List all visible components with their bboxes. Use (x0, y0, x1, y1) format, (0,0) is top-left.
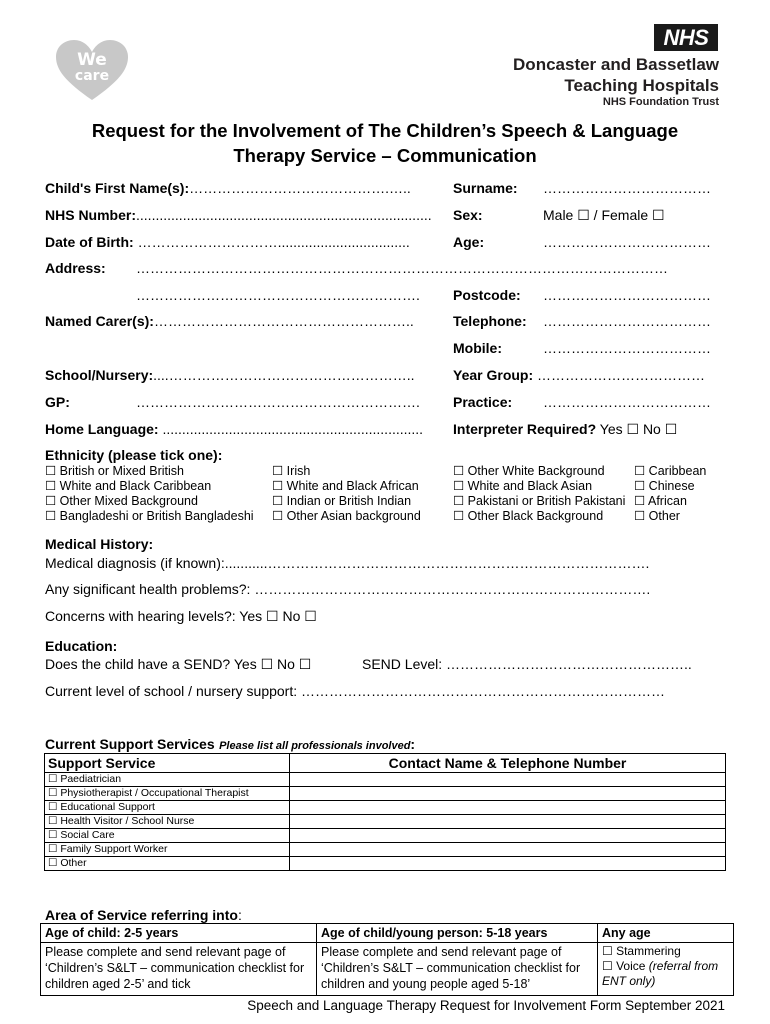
ethnicity-option[interactable]: ☐ Pakistani or British Pakistani (453, 494, 626, 508)
org-name-line2: Teaching Hospitals (564, 76, 719, 95)
ethnicity-column-3[interactable] (453, 464, 625, 524)
first-name-row[interactable]: Child's First Name(s):…………………………………….….. (45, 180, 411, 196)
contact-cell[interactable] (290, 815, 726, 829)
ethnicity-option[interactable]: ☐ Caribbean (634, 464, 707, 478)
practice-field[interactable]: ……………………………… (543, 394, 711, 410)
age-2-5-header: Age of child: 2-5 years (41, 924, 317, 943)
practice-label: Practice: (453, 394, 513, 410)
age-label: Age: (453, 234, 485, 250)
ethnicity-option[interactable]: ☐ Other Mixed Background (45, 494, 198, 508)
support-services-heading: Current Support Services Please list all professionals involved: (45, 736, 416, 752)
support-services-table (44, 753, 726, 871)
we-care-logo-text: We care (74, 50, 110, 84)
health-problems-field[interactable]: Any significant health problems?: …………………………………………………………………………. (45, 581, 651, 597)
support-service-option[interactable]: ☐ Physiotherapist / Occupational Therapist (45, 787, 290, 801)
org-name-line1: Doncaster and Bassetlaw (513, 55, 719, 74)
ethnicity-option[interactable]: ☐ Other Black Background (453, 509, 604, 523)
age-2-5-instructions: Please complete and send relevant page of ‘Children’s S&LT – communication checklist for children aged 2-5’ and tick (41, 943, 317, 996)
contact-header: Contact Name & Telephone Number (290, 754, 726, 773)
postcode-field[interactable]: ……………………………… (543, 287, 711, 303)
ethnicity-option[interactable]: ☐ White and Black African (272, 479, 419, 493)
table-row (45, 857, 726, 871)
contact-cell[interactable] (290, 773, 726, 787)
table-row (45, 801, 726, 815)
age-field[interactable]: ……………………………… (543, 234, 711, 250)
ethnicity-option[interactable]: ☐ White and Black Asian (453, 479, 593, 493)
ethnicity-column-1[interactable] (45, 464, 254, 524)
home-language-row[interactable]: Home Language: ................................................................... (45, 421, 424, 437)
named-carer-row[interactable]: Named Carer(s):……………………………………………….. (45, 313, 414, 329)
ethnicity-option[interactable]: ☐ White and Black Caribbean (45, 479, 212, 493)
table-row (45, 787, 726, 801)
ethnicity-heading: Ethnicity (please tick one): (45, 447, 223, 463)
support-service-option[interactable]: ☐ Educational Support (45, 801, 290, 815)
org-name-line3: NHS Foundation Trust (602, 96, 719, 108)
sex-checkboxes[interactable]: Male ☐ / Female ☐ (543, 207, 665, 223)
year-group-row[interactable]: Year Group: ……………………………… (453, 367, 706, 383)
send-row[interactable]: Does the child have a SEND? Yes ☐ No ☐ (45, 656, 312, 672)
address-field-line2[interactable]: ……………………………………………………. (136, 287, 420, 303)
ethnicity-option[interactable]: ☐ Other Asian background (272, 509, 421, 523)
form-title-line2: Therapy Service – Communication (233, 145, 537, 166)
ethnicity-option[interactable]: ☐ Other White Background (453, 464, 605, 478)
contact-cell[interactable] (290, 857, 726, 871)
medical-diagnosis-field[interactable]: Medical diagnosis (if known):...........………………………………………………………………………. (45, 555, 650, 571)
dob-row[interactable]: Date of Birth: ………………………….................................. (45, 234, 410, 250)
contact-cell[interactable] (290, 801, 726, 815)
gp-label: GP: (45, 394, 70, 410)
contact-cell[interactable] (290, 787, 726, 801)
ethnicity-option[interactable]: ☐ Chinese (634, 479, 695, 493)
form-title-line1: Request for the Involvement of The Children’s Speech & Language (91, 120, 679, 141)
ethnicity-column-2[interactable] (272, 464, 421, 524)
ethnicity-column-4[interactable] (634, 464, 706, 524)
support-service-option[interactable]: ☐ Other (45, 857, 290, 871)
any-age-options (598, 943, 734, 996)
ethnicity-option[interactable]: ☐ Indian or British Indian (272, 494, 412, 508)
table-row (45, 815, 726, 829)
age-5-18-header: Age of child/young person: 5-18 years (317, 924, 598, 943)
any-age-header: Any age (598, 924, 734, 943)
school-support-field[interactable]: Current level of school / nursery support: …………………………………………………………………… (45, 683, 666, 699)
voice-option[interactable]: ☐ Voice (referral from ENT only) (602, 959, 719, 988)
mobile-label: Mobile: (453, 340, 502, 356)
interpreter-row[interactable]: Interpreter Required? Yes ☐ No ☐ (453, 421, 678, 437)
stammering-option[interactable]: ☐ Stammering (602, 944, 681, 958)
support-service-option[interactable]: ☐ Family Support Worker (45, 843, 290, 857)
postcode-label: Postcode: (453, 287, 521, 303)
sex-label: Sex: (453, 207, 483, 223)
area-of-service-heading: Area of Service referring into: (45, 907, 242, 923)
telephone-field[interactable]: ……………………………… (543, 313, 711, 329)
table-row (45, 829, 726, 843)
surname-label: Surname: (453, 180, 518, 196)
address-label: Address: (45, 260, 106, 276)
contact-cell[interactable] (290, 829, 726, 843)
send-level-field[interactable]: SEND Level: …………………………………………….. (362, 656, 692, 672)
medical-history-heading: Medical History: (45, 536, 154, 552)
table-row (45, 773, 726, 787)
ethnicity-option[interactable]: ☐ British or Mixed British (45, 464, 185, 478)
support-service-option[interactable]: ☐ Social Care (45, 829, 290, 843)
footer-text: Speech and Language Therapy Request for Involvement Form September 2021 (247, 998, 725, 1013)
surname-field[interactable]: ……………………………… (543, 180, 711, 196)
ethnicity-option[interactable]: ☐ Bangladeshi or British Bangladeshi (45, 509, 254, 523)
gp-field[interactable]: ……………………………………………………. (136, 394, 420, 410)
support-service-option[interactable]: ☐ Health Visitor / School Nurse (45, 815, 290, 829)
contact-cell[interactable] (290, 843, 726, 857)
area-of-service-table (40, 923, 734, 996)
ethnicity-option[interactable]: ☐ Irish (272, 464, 311, 478)
nhs-logo: NHS (654, 24, 718, 51)
table-row (45, 843, 726, 857)
education-heading: Education: (45, 638, 118, 654)
hearing-concerns-row[interactable]: Concerns with hearing levels?: Yes ☐ No ☐ (45, 608, 317, 624)
address-field-line1[interactable]: …………………………………………………………………………………………………… (136, 260, 668, 276)
mobile-field[interactable]: ……………………………… (543, 340, 711, 356)
support-service-header: Support Service (45, 754, 290, 773)
age-5-18-instructions: Please complete and send relevant page of ‘Children’s S&LT – communication checklist for children and young people aged 5-18’ (317, 943, 598, 996)
telephone-label: Telephone: (453, 313, 527, 329)
nhs-number-row[interactable]: NHS Number:............................................................................ (45, 207, 432, 223)
ethnicity-option[interactable]: ☐ Other (634, 509, 680, 523)
support-service-option[interactable]: ☐ Paediatrician (45, 773, 290, 787)
school-row[interactable]: School/Nursery:....…………………………………………….. (45, 367, 415, 383)
ethnicity-option[interactable]: ☐ African (634, 494, 687, 508)
